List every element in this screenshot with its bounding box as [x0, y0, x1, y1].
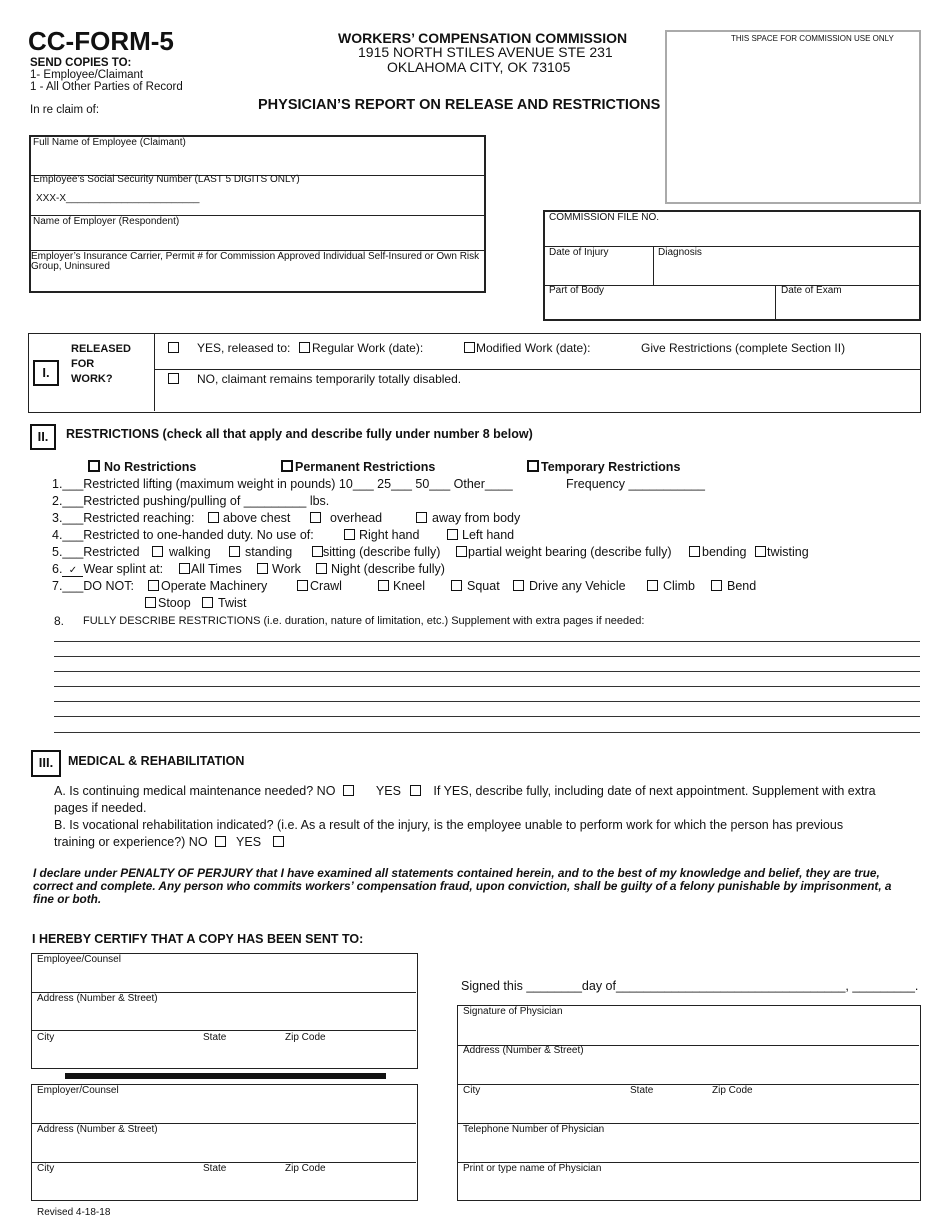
ssn-field[interactable]: XXX-X________________________ [36, 193, 200, 204]
twist-label: Twist [218, 596, 247, 610]
twisting-label: twisting [767, 545, 809, 559]
describe-line-3[interactable] [54, 671, 920, 672]
one-handed-label: 4.___Restricted to one-handed duty. No use of: [52, 528, 314, 542]
employer-zip-field[interactable]: Zip Code [285, 1163, 326, 1174]
standing-label: standing [245, 545, 293, 559]
employer-address-field[interactable]: Address (Number & Street) [37, 1124, 158, 1135]
partial-weight-checkbox[interactable] [456, 546, 467, 557]
employer-city-field[interactable]: City [37, 1163, 55, 1174]
full-name-field[interactable]: Full Name of Employee (Claimant) [33, 137, 186, 148]
describe-line-5[interactable] [54, 701, 920, 702]
twisting-checkbox[interactable] [755, 546, 766, 557]
physician-city-field[interactable]: City [463, 1085, 481, 1096]
vocational-rehab-question: B. Is vocational rehabilitation indicated? (i.e. As a result of the injury, is the employee unable to perform work for which the person has previous [54, 818, 844, 832]
crawl [297, 579, 342, 593]
commission-use-label: THIS SPACE FOR COMMISSION USE ONLY [731, 34, 894, 43]
temporary-restrictions-checkbox[interactable] [527, 460, 539, 472]
vocational-rehab-no-checkbox[interactable] [215, 836, 226, 847]
drive-vehicle-checkbox[interactable] [513, 580, 524, 591]
reaching-overhead [310, 511, 382, 525]
describe-number: 8. [54, 614, 65, 628]
splint-work [257, 562, 301, 576]
yes-released-checkbox[interactable] [168, 342, 179, 353]
revised-date: Revised 4-18-18 [37, 1207, 111, 1218]
employer-counsel-field[interactable]: Employer/Counsel [37, 1085, 119, 1096]
reaching-away-checkbox[interactable] [416, 512, 427, 523]
temporary-restrictions-label: Temporary Restrictions [541, 460, 681, 474]
physician-signature-field[interactable]: Signature of Physician [463, 1006, 563, 1017]
bend [711, 579, 756, 593]
reaching-overhead-label: overhead [330, 511, 383, 525]
declaration-line-2: correct and complete. Any person who commits workers’ compensation fraud, upon conviction, shall be guilty of a felony punishable by imprisonment, a [33, 879, 892, 893]
modified-work-checkbox[interactable] [464, 342, 475, 353]
send-copies-2: 1 - All Other Parties of Record [30, 81, 183, 93]
section-ii-number: II. [30, 424, 56, 450]
date-of-injury-field[interactable]: Date of Injury [549, 247, 609, 258]
in-re-claim: In re claim of: [30, 104, 100, 116]
vocational-rehab-cont: training or experience?) NO [54, 835, 208, 849]
restricted-label: 5.___Restricted [52, 545, 140, 559]
sitting [312, 545, 440, 559]
restriction-do-not [52, 579, 134, 593]
diagnosis-field[interactable]: Diagnosis [658, 247, 702, 258]
no-restrictions-checkbox[interactable] [88, 460, 100, 472]
right-hand-checkbox[interactable] [344, 529, 355, 540]
splint-all-times [179, 562, 242, 576]
no-released-label: NO, claimant remains temporarily totally disabled. [197, 372, 462, 386]
bend-label: Bend [727, 579, 757, 593]
vocational-rehab-yes-label: YES [236, 835, 262, 849]
describe-line-4[interactable] [54, 686, 920, 687]
certify-title: I HEREBY CERTIFY THAT A COPY HAS BEEN SENT TO: [32, 932, 364, 946]
agency-address-1: 1915 NORTH STILES AVENUE STE 231 [358, 44, 613, 60]
describe-line-2[interactable] [54, 656, 920, 657]
declaration-line-1: I declare under PENALTY OF PERJURY that I have examined all statements contained herein, and to the best of my knowledge and belief, they are true, [33, 866, 880, 880]
restriction-lifting[interactable] [52, 477, 513, 491]
splint-work-checkbox[interactable] [257, 563, 268, 574]
twist [202, 596, 246, 610]
employer-counsel-box [31, 1084, 418, 1201]
reaching-above-chest [208, 511, 290, 525]
yes-released-row [168, 341, 290, 355]
yes-released-label: YES, released to: [197, 341, 291, 355]
send-copies-1: 1- Employee/Claimant [30, 69, 144, 81]
restriction-pushing[interactable] [52, 494, 329, 508]
medical-maintenance-cont: pages if needed. [54, 801, 147, 815]
signed-this-line[interactable]: Signed this ________day of_________________________________, _________. [461, 979, 919, 993]
climb-label: Climb [663, 579, 695, 593]
stoop-checkbox[interactable] [145, 597, 156, 608]
sitting-checkbox[interactable] [312, 546, 323, 557]
right-hand-label: Right hand [359, 528, 420, 542]
released-label-2: FOR [71, 358, 95, 370]
operate-machinery [148, 579, 267, 593]
temporary-restrictions-row [527, 460, 680, 474]
squat-checkbox[interactable] [451, 580, 462, 591]
employee-counsel-field[interactable]: Employee/Counsel [37, 954, 121, 965]
permanent-restrictions-checkbox[interactable] [281, 460, 293, 472]
splint-all-times-checkbox[interactable] [179, 563, 190, 574]
form-title: PHYSICIAN’S REPORT ON RELEASE AND RESTRICTIONS [258, 97, 661, 113]
operate-machinery-checkbox[interactable] [148, 580, 159, 591]
restriction-general [52, 545, 140, 559]
restriction-one-handed [52, 528, 314, 542]
employee-city-field[interactable]: City [37, 1032, 55, 1043]
stoop [145, 596, 191, 610]
operate-machinery-label: Operate Machinery [161, 579, 268, 593]
restrictions-title: RESTRICTIONS (check all that apply and describe fully under number 8 below) [66, 427, 533, 441]
medical-rehab-title: MEDICAL & REHABILITATION [68, 754, 245, 768]
agency-name: WORKERS’ COMPENSATION COMMISSION [338, 30, 628, 46]
describe-line-1[interactable] [54, 641, 920, 642]
declaration-line-3: fine or both. [33, 892, 102, 906]
squat-label: Squat [467, 579, 500, 593]
released-label-1: RELEASED [71, 343, 131, 355]
employee-zip-field[interactable]: Zip Code [285, 1032, 326, 1043]
vocational-rehab-row [54, 835, 288, 849]
right-hand [344, 528, 419, 542]
restriction-reaching [52, 511, 194, 525]
no-restrictions-row [88, 460, 196, 474]
walking [152, 545, 211, 559]
crawl-label: Crawl [310, 579, 342, 593]
standing [229, 545, 292, 559]
partial-weight-label: partial weight bearing (describe fully) [468, 545, 672, 559]
physician-box [457, 1005, 921, 1201]
left-hand-label: Left hand [462, 528, 515, 542]
do-not-label: 7.___DO NOT: [52, 579, 134, 593]
lifting-frequency[interactable]: Frequency ___________ [566, 477, 706, 491]
walking-label: walking [169, 545, 211, 559]
left-hand [447, 528, 514, 542]
bending-label: bending [702, 545, 747, 559]
vocational-rehab-yes-checkbox[interactable] [273, 836, 284, 847]
describe-line-7[interactable] [54, 732, 920, 733]
employer-field[interactable]: Name of Employer (Respondent) [33, 216, 180, 227]
send-copies-title: SEND COPIES TO: [30, 57, 132, 69]
insurance-carrier-field[interactable]: Employer’s Insurance Carrier, Permit # for Commission Approved Individual Self-Insured or Own Risk Group, Uninsured [31, 251, 480, 272]
claimant-info-box [29, 135, 486, 293]
no-released-row [168, 372, 461, 386]
medical-maintenance-no-checkbox[interactable] [343, 785, 354, 796]
released-label-3: WORK? [71, 373, 113, 385]
permanent-restrictions-row [281, 460, 435, 474]
partial-weight [456, 545, 672, 559]
physician-phone-field[interactable]: Telephone Number of Physician [463, 1124, 605, 1135]
twist-checkbox[interactable] [202, 597, 213, 608]
standing-checkbox[interactable] [229, 546, 240, 557]
kneel [378, 579, 425, 593]
no-restrictions-label: No Restrictions [104, 460, 197, 474]
twisting [755, 545, 809, 559]
regular-work-row [299, 341, 423, 355]
drive-vehicle [513, 579, 626, 593]
regular-work-checkbox[interactable] [299, 342, 310, 353]
commission-use-box [665, 30, 921, 204]
no-released-checkbox[interactable] [168, 373, 179, 384]
lifting-label: 1.___Restricted lifting (maximum weight in pounds) 10___ 25___ 50___ Other____ [52, 477, 513, 491]
part-of-body-field[interactable]: Part of Body [549, 285, 605, 296]
employee-address-field[interactable]: Address (Number & Street) [37, 993, 158, 1004]
reaching-label: 3.___Restricted reaching: [52, 511, 195, 525]
bending-checkbox[interactable] [689, 546, 700, 557]
medical-maintenance-question: A. Is continuing medical maintenance needed? NO [54, 784, 336, 798]
reaching-overhead-checkbox[interactable] [310, 512, 321, 523]
walking-checkbox[interactable] [152, 546, 163, 557]
pushing-label: 2.___Restricted pushing/pulling of _________ lbs. [52, 494, 330, 508]
kneel-label: Kneel [393, 579, 425, 593]
reaching-away [416, 511, 520, 525]
commission-file-no-field[interactable]: COMMISSION FILE NO. [549, 212, 660, 223]
commission-file-box [543, 210, 921, 321]
employee-state-field[interactable]: State [203, 1032, 227, 1043]
modified-work-label: Modified Work (date): [476, 341, 591, 355]
separator-bar [65, 1073, 386, 1079]
physician-print-name-field[interactable]: Print or type name of Physician [463, 1163, 602, 1174]
splint-label: Wear splint at: [83, 562, 164, 576]
date-of-exam-field[interactable]: Date of Exam [781, 285, 842, 296]
sitting-label: sitting (describe fully) [323, 545, 441, 559]
stoop-label: Stoop [158, 596, 191, 610]
splint-all-times-label: All Times [191, 562, 242, 576]
drive-vehicle-label: Drive any Vehicle [529, 579, 626, 593]
reaching-away-label: away from body [432, 511, 521, 525]
modified-work-row [464, 341, 591, 355]
squat [451, 579, 500, 593]
employee-counsel-box [31, 953, 418, 1069]
splint-number: 6. [52, 562, 63, 576]
splint-night [316, 562, 445, 576]
ssn-field-label: Employee’s Social Security Number (LAST 5 DIGITS ONLY) [33, 174, 300, 185]
medical-maintenance-describe: If YES, describe fully, including date of next appointment. Supplement with extra [433, 784, 876, 798]
section-i-number: I. [33, 360, 59, 386]
reaching-above-chest-checkbox[interactable] [208, 512, 219, 523]
splint-night-label: Night (describe fully) [331, 562, 445, 576]
employer-state-field[interactable]: State [203, 1163, 227, 1174]
climb-checkbox[interactable] [647, 580, 658, 591]
form-id: CC-FORM-5 [28, 26, 174, 56]
splint-check-mark[interactable]: ✓ [62, 565, 83, 577]
left-hand-checkbox[interactable] [447, 529, 458, 540]
physician-state-field[interactable]: State [630, 1085, 654, 1096]
bending [689, 545, 747, 559]
medical-maintenance-yes-label: YES [375, 784, 401, 798]
describe-restrictions-label: FULLY DESCRIBE RESTRICTIONS (i.e. duration, nature of limitation, etc.) Supplement with extra pages if needed: [83, 615, 645, 627]
bend-checkbox[interactable] [711, 580, 722, 591]
climb [647, 579, 695, 593]
medical-maintenance-row [54, 784, 876, 798]
crawl-checkbox[interactable] [297, 580, 308, 591]
medical-maintenance-yes-checkbox[interactable] [410, 785, 421, 796]
kneel-checkbox[interactable] [378, 580, 389, 591]
regular-work-label: Regular Work (date): [312, 341, 424, 355]
physician-address-field[interactable]: Address (Number & Street) [463, 1045, 584, 1056]
splint-work-label: Work [272, 562, 301, 576]
permanent-restrictions-label: Permanent Restrictions [295, 460, 436, 474]
give-restrictions-label: Give Restrictions (complete Section II) [641, 341, 846, 355]
agency-address-2: OKLAHOMA CITY, OK 73105 [387, 59, 571, 75]
physician-zip-field[interactable]: Zip Code [712, 1085, 753, 1096]
section-iii-number: III. [31, 750, 61, 777]
reaching-above-chest-label: above chest [223, 511, 291, 525]
restriction-splint [52, 562, 163, 577]
describe-line-6[interactable] [54, 716, 920, 717]
splint-night-checkbox[interactable] [316, 563, 327, 574]
